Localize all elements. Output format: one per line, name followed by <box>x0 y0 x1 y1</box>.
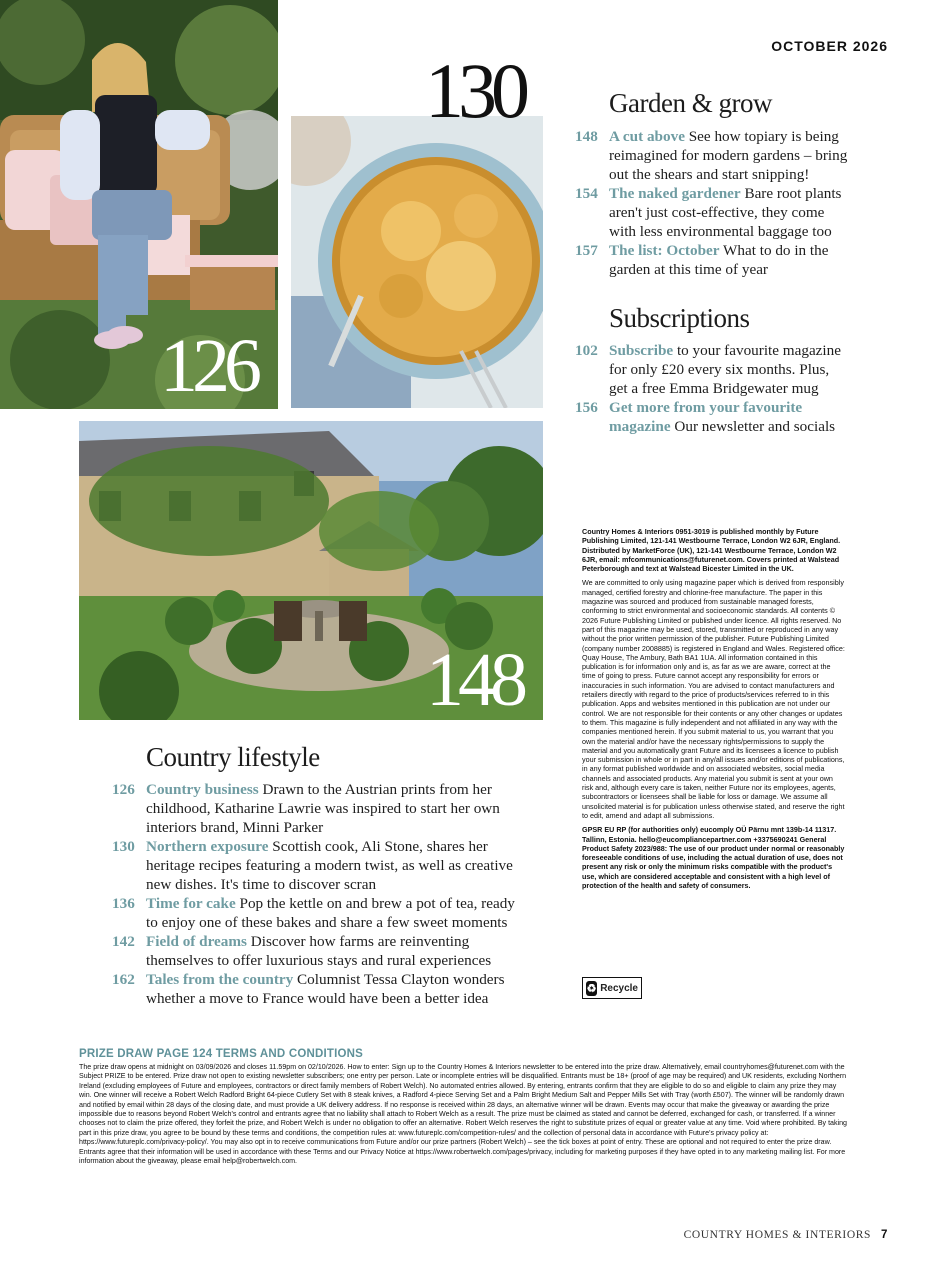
toc-description: Bare root plants aren't just cost-effective, they come with less environmental baggage too <box>609 185 842 240</box>
page-number-130: 130 <box>425 47 524 134</box>
toc-description: Pop the kettle on and brew a pot of tea, ready to enjoy one of these bakes and share a few sweet moments <box>146 895 515 931</box>
page-number-126: 126 <box>160 324 256 408</box>
toc-entry[interactable] <box>575 127 850 184</box>
section-heading-subscriptions: Subscriptions <box>609 303 750 333</box>
toc-title: Northern exposure <box>146 838 269 855</box>
imprint-publisher: Country Homes & Interiors 0951-3019 is published monthly by Future Publishing Limited, 121-141 Westbourne Terrace, London W2 6JR, England. Distributed by MarketForce (UK), 121-141 Westbourne Terrace, London W2 6JR, email: mfcommunications@futurenet.com. Covers printed at Walstead Peterborough and text at Walstead Bicester Limited in the UK. <box>582 527 841 574</box>
toc-page-number: 102 <box>575 342 598 359</box>
toc-description: Scottish cook, Ali Stone, shares her heritage recipes featuring a modern twist, as well as creative new dishes. It's time to discover scran <box>146 838 513 893</box>
page-footer <box>684 1229 888 1241</box>
toc-entry[interactable] <box>112 837 524 894</box>
photo-cut-above[interactable] <box>79 421 543 720</box>
toc-entry[interactable] <box>575 184 850 241</box>
toc-entry[interactable] <box>112 894 524 932</box>
section-heading-garden: Garden & grow <box>609 88 772 118</box>
toc-page-number: 162 <box>112 971 135 988</box>
toc-page-number: 154 <box>575 185 598 202</box>
toc-description: Columnist Tessa Clayton wonders whether a move to France would have been a better idea <box>146 971 505 1007</box>
footer-page-number: 7 <box>881 1229 888 1241</box>
page-number-148: 148 <box>426 638 522 720</box>
toc-title: Tales from the country <box>146 971 294 988</box>
toc-description: Our newsletter and socials <box>670 418 836 435</box>
toc-title: Field of dreams <box>146 933 247 950</box>
toc-title: The naked gardener <box>609 185 741 202</box>
recycle-logo <box>582 977 642 999</box>
lifestyle-entries <box>112 780 524 1008</box>
footer-magazine-name: COUNTRY HOMES & INTERIORS <box>683 1229 871 1241</box>
photo-country-business[interactable] <box>0 0 278 409</box>
toc-description: to your favourite magazine for only £20 every six months. Plus, get a free Emma Bridgewater mug <box>609 342 841 397</box>
terms-heading: PRIZE DRAW PAGE 124 TERMS AND CONDITIONS <box>79 1048 364 1060</box>
toc-entry[interactable] <box>112 932 524 970</box>
toc-page-number: 130 <box>112 838 135 855</box>
subscription-entries <box>575 341 850 436</box>
toc-entry[interactable] <box>112 780 524 837</box>
toc-title: Subscribe <box>609 342 674 359</box>
toc-page-number: 126 <box>112 781 135 798</box>
toc-page-number: 142 <box>112 933 135 950</box>
toc-page-number: 136 <box>112 895 135 912</box>
toc-description: Drawn to the Austrian prints from her childhood, Katharine Lawrie was inspired to start her own interiors brand, Minni Parker <box>146 781 500 836</box>
toc-title: The list: October <box>609 242 720 259</box>
toc-title: Country business <box>146 781 259 798</box>
toc-description: What to do in the garden at this time of year <box>609 242 829 278</box>
toc-title: Time for cake <box>146 895 236 912</box>
imprint-gpsr: GPSR EU RP (for authorities only) eucomply OÜ Pärnu mnt 139b-14 11317. Tallinn, Estonia. hello@eucompliancepartner.com +3375690241 General Product Safety 2023/988: The use of our product under normal or reasonably foreseeable conditions of use, including the actual duration of use, does not present any risk or only the minimum risks compatible with the product's use, which are considered acceptable and consistent with a high level of protection of the health and safety of consumers. <box>582 825 845 890</box>
toc-entry[interactable] <box>112 970 524 1008</box>
recycle-label: Recycle <box>600 982 638 994</box>
toc-page-number: 148 <box>575 128 598 145</box>
recycle-icon: ♻ <box>586 982 597 995</box>
photo-northern-exposure[interactable] <box>291 116 543 408</box>
section-heading-lifestyle: Country lifestyle <box>146 742 320 772</box>
pie-dish-illustration <box>291 116 543 408</box>
imprint-block <box>582 527 846 895</box>
toc-description: Discover how farms are reinventing themselves to offer luxurious stays and rural experiences <box>146 933 492 969</box>
toc-page-number: 157 <box>575 242 598 259</box>
toc-page-number: 156 <box>575 399 598 416</box>
toc-title: Get more from your favourite magazine <box>609 399 803 435</box>
imprint-body: We are committed to only using magazine paper which is derived from responsibly managed, certified forestry and chlorine-free manufacture. The paper in this magazine was sourced and produced from sustainable managed forests, conforming to strict environmental and socioeconomic standards. All contents © 2026 Future Publishing Limited or published under licence. All rights reserved. No part of this magazine may be used, stored, transmitted or reproduced in any way without the prior written permission of the publisher. Future Publishing Limited (company number 2008885) is registered in England and Wales. Registered office: Quay House, The Ambury, Bath BA1 1UA. All information contained in this publication is for information only and is, as far as we are aware, correct at the time of going to press. Future cannot accept any responsibility for errors or inaccuracies in such information. You are advised to contact manufacturers and retailers directly with regard to the price of products/services referred to in this publication. Apps and websites mentioned in this publication are not under our control. We are not responsible for their contents or any other changes or updates to them. This magazine is fully independent and not affiliated in any way with the companies mentioned herein. If you submit material to us, you warrant that you own the material and/or have the necessary rights/permissions to supply the material and you automatically grant Future and its licensees a licence to publish your submission in whole or in part in any/all issues and/or editions of publications, in any format published worldwide and on associated websites, social media channels and associated products. Any material you submit is sent at your own risk and, although every care is taken, neither Future nor its employees, agents, subcontractors or licensees shall be liable for loss or damage. We assume all unsolicited material is for publication unless otherwise stated, and reserve the right to edit, amend and adapt all submissions. <box>582 578 845 820</box>
issue-date: OCTOBER 2026 <box>771 38 888 54</box>
terms-body: The prize draw opens at midnight on 03/09/2026 and closes 11.59pm on 02/10/2026. How to enter: Sign up to the Country Homes & Interiors newsletter to be entered into the prize draw. Alternatively, email countryhomes@futurenet.com with the Subject PRIZE to be entered. Prize draw not open to existing newsletter subscribers; one entry per person. Late or incomplete entries will be disqualified. Entrants must be 18+ (proof of age may be required) and UK residents, excluding Northern Ireland (excluding employees of Future and employees, contractors or direct family members of Robert Welch). No automated entries allowed. By entering, entrants confirm that they are eligible to do so and eligible to claim any prize they may win. One winner will receive a Robert Welch Radford Bright 64-piece Cutlery Set with 8 steak knives, a Radford 4-piece Serving Set and a Palm Bright Medium Salt and Pepper Mills Set with Tray (worth £507). The winner will be randomly drawn and notified by email within 28 days of the closing date, and must provide a UK delivery address. If no response is received within 28 days, an alternative winner will be drawn. Events may occur that make the giveaway or awarding the prize impossible due to reasons beyond Robert Welch's control and entrants agree that no liability shall attach to Robert Welch as a result. The prize must be claimed as stated and cannot be deferred, exchanged for cash, or transferred. If a winner chooses not to claim the prize offered, they forfeit the prize, and Robert Welch is under no obligation to offer an alternative. Robert Welch reserves the right to substitute prizes of equal or greater value at any time. Void where prohibited. By taking part in this prize draw, you agree to be bound by these terms and conditions, the competition rules at: www.futureplc.com/competition-rules/ and the collection of personal data in accordance with Future's privacy policy at: https://www.futureplc.com/privacy-policy/. You may also opt in to receive communications from Future and/or our prize partners (Robert Welch) – see the tick boxes at point of entry. These are optional and not required to enter the prize draw. Entrants agree that their information will be used in accordance with these Terms and our Privacy Notice at https://www.robertwelch.com/pages/privacy, including for marketing purposes if they have opted in to any marketing mailing list. For more information about the giveaway, please email help@robertwelch.com. <box>79 1063 847 1166</box>
garden-entries <box>575 127 850 279</box>
toc-description: See how topiary is being reimagined for modern gardens – bring out the shears and start snipping! <box>609 128 848 183</box>
toc-entry[interactable] <box>575 341 850 398</box>
toc-title: A cut above <box>609 128 685 145</box>
toc-entry[interactable] <box>575 241 850 279</box>
toc-entry[interactable] <box>575 398 850 436</box>
